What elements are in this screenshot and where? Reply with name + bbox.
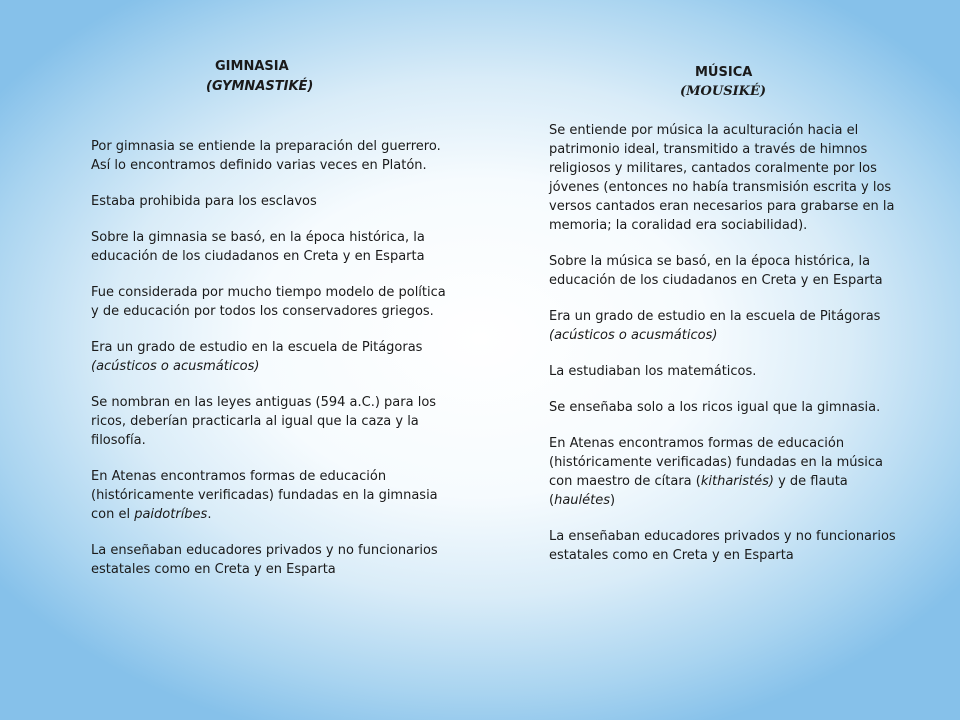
musica-paragraph: Se enseñaba solo a los ricos igual que la gimnasia. xyxy=(549,400,881,415)
musica-paragraph: La estudiaban los matemáticos. xyxy=(549,364,757,379)
musica-title: MÚSICA xyxy=(695,65,753,80)
gimnasia-paragraph: En Atenas encontramos formas de educación (históricamente verificadas) fundadas en la gimnasia con el paidotríbes. xyxy=(91,469,438,522)
musica-paragraph: En Atenas encontramos formas de educación (históricamente verificadas) fundadas en la música con maestro de cítara (kitharistés) y de flauta (haulétes) xyxy=(549,436,883,508)
musica-paragraph: Se entiende por música la aculturación hacia el patrimonio ideal, transmitido a través de himnos religiosos y militares, cantados coralmente por los jóvenes (entonces no había transmisión escrita y los versos cantados eran necesarios para grabarse en la memoria; la coralidad era sociabilidad). xyxy=(549,123,895,233)
gimnasia-paragraph: Estaba prohibida para los esclavos xyxy=(91,194,317,209)
gimnasia-paragraph: Se nombran en las leyes antiguas (594 a.C.) para los ricos, deberían practicarla al igual que la caza y la filosofía. xyxy=(91,395,437,448)
gimnasia-title: GIMNASIA xyxy=(215,59,289,74)
musica-subtitle: (MOUSIKÉ) xyxy=(680,84,767,99)
gimnasia-paragraph: Sobre la gimnasia se basó, en la época histórica, la educación de los ciudadanos en Creta y en Esparta xyxy=(91,230,425,264)
gimnasia-paragraph: La enseñaban educadores privados y no funcionarios estatales como en Creta y en Esparta xyxy=(91,543,438,577)
gimnasia-subtitle: (GYMNASTIKÉ) xyxy=(206,79,314,94)
gimnasia-paragraph: Fue considerada por mucho tiempo modelo de política y de educación por todos los conservadores griegos. xyxy=(91,285,446,319)
gimnasia-paragraph: Era un grado de estudio en la escuela de Pitágoras (acústicos o acusmáticos) xyxy=(91,340,423,374)
musica-paragraph: La enseñaban educadores privados y no funcionarios estatales como en Creta y en Esparta xyxy=(549,529,896,563)
gimnasia-paragraph: Por gimnasia se entiende la preparación del guerrero. Así lo encontramos definido varias veces en Platón. xyxy=(91,139,441,173)
musica-paragraph: Era un grado de estudio en la escuela de Pitágoras (acústicos o acusmáticos) xyxy=(549,309,881,343)
gimnasia-column xyxy=(91,137,461,596)
musica-column xyxy=(549,121,919,582)
musica-paragraph: Sobre la música se basó, en la época histórica, la educación de los ciudadanos en Creta y en Esparta xyxy=(549,254,883,288)
